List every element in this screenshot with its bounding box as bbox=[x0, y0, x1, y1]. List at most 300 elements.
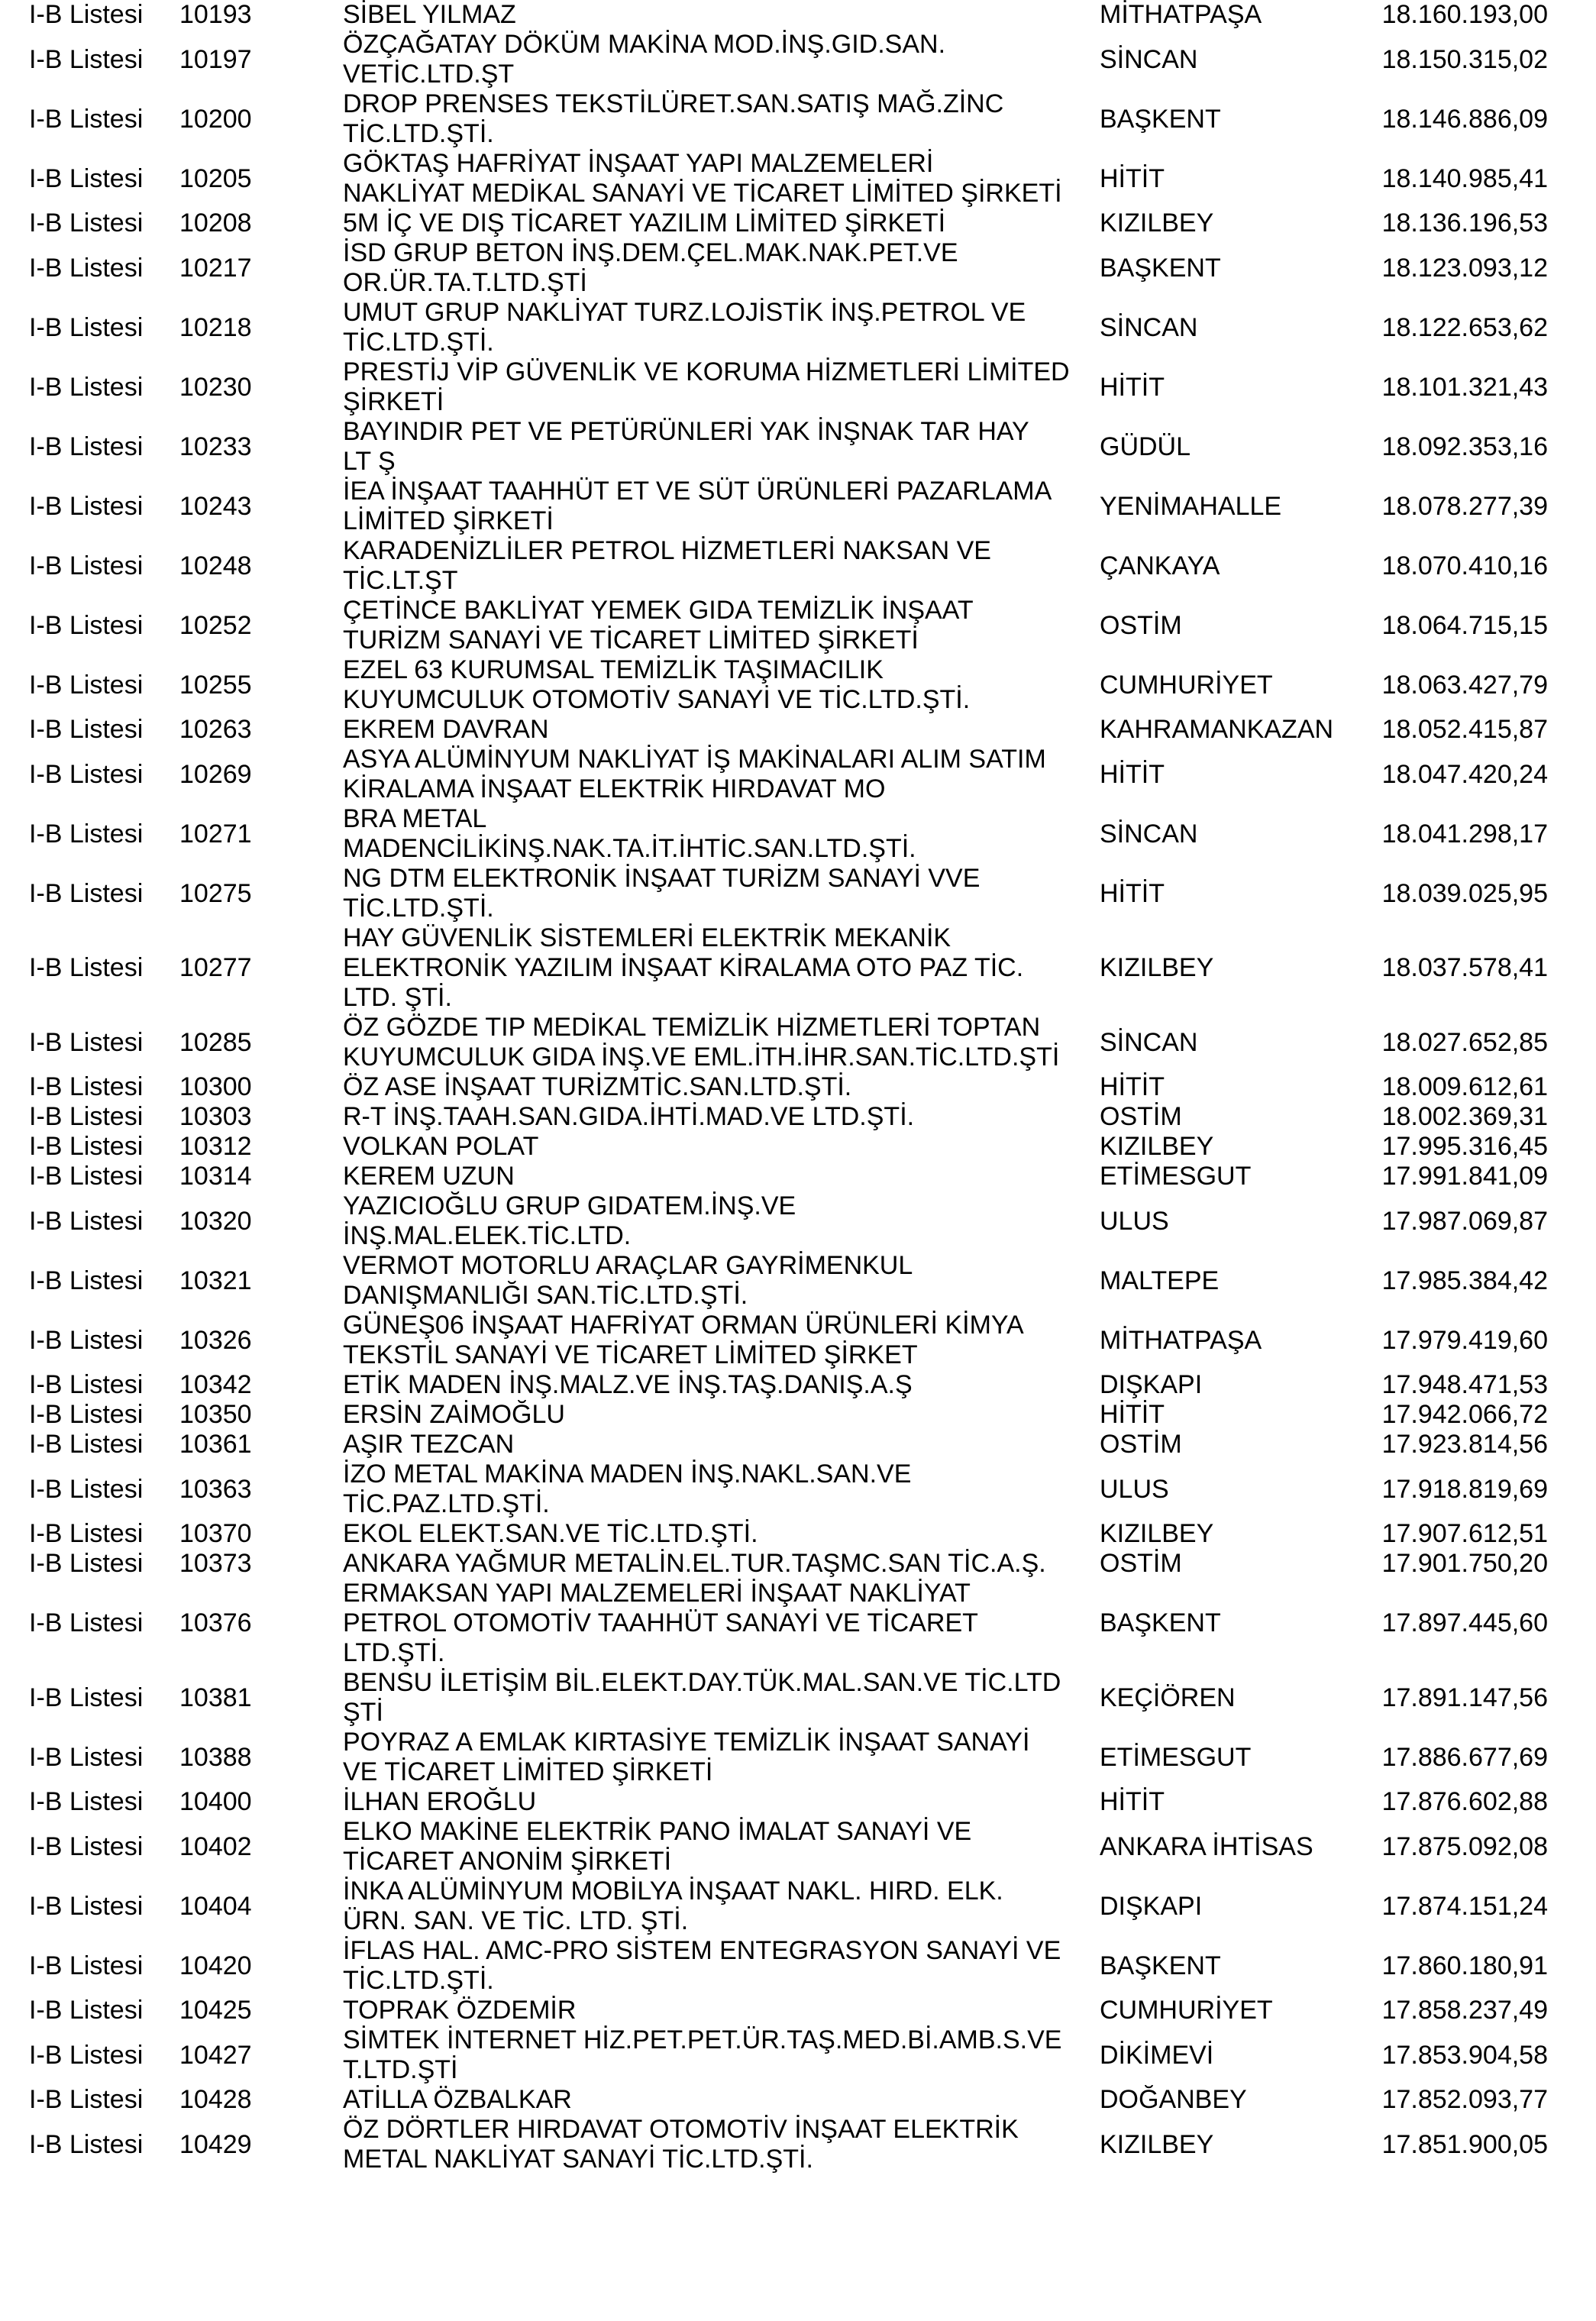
taxpayer-name-line: ERMAKSAN YAPI MALZEMELERİ İNŞAAT NAKLİYAT bbox=[343, 1579, 971, 1608]
record-number-cell: 10425 bbox=[179, 1996, 252, 2025]
taxpayer-name-line: VETİC.LTD.ŞT bbox=[343, 60, 515, 89]
taxpayer-name-line: TURİZM SANAYİ VE TİCARET LİMİTED ŞİRKETİ bbox=[343, 626, 919, 655]
record-number-cell: 10342 bbox=[179, 1370, 252, 1399]
tax-office-cell: MALTEPE bbox=[1100, 1266, 1220, 1295]
taxpayer-name-line: TOPRAK ÖZDEMİR bbox=[343, 1996, 577, 2025]
taxpayer-name-cell bbox=[340, 1191, 1096, 1251]
taxpayer-name-line: NG DTM ELEKTRONİK İNŞAAT TURİZM SANAYİ VVE bbox=[343, 864, 981, 893]
table-row bbox=[0, 596, 1596, 655]
list-type-cell: I-B Listesi bbox=[29, 1891, 144, 1921]
tax-office-cell: KIZILBEY bbox=[1100, 2129, 1214, 2159]
tax-office-cell: KIZILBEY bbox=[1100, 1132, 1214, 1161]
debt-amount-cell: 18.002.369,31 bbox=[1381, 1102, 1548, 1131]
taxpayer-name-line: VE TİCARET LİMİTED ŞİRKETİ bbox=[343, 1757, 713, 1786]
taxpayer-name-cell bbox=[340, 298, 1096, 357]
list-type-cell: I-B Listesi bbox=[29, 0, 144, 29]
list-type-cell: I-B Listesi bbox=[29, 1370, 144, 1399]
taxpayer-name-cell bbox=[340, 1936, 1096, 1996]
record-number-cell: 10285 bbox=[179, 1027, 252, 1057]
list-type-cell: I-B Listesi bbox=[29, 1549, 144, 1578]
debt-amount-cell: 17.979.419,60 bbox=[1381, 1325, 1548, 1355]
taxpayer-name-line: EZEL 63 KURUMSAL TEMİZLİK TAŞIMACILIK bbox=[343, 655, 884, 684]
record-number-cell: 10193 bbox=[179, 0, 252, 29]
tax-office-cell: KEÇİÖREN bbox=[1100, 1683, 1236, 1712]
table-row bbox=[0, 1787, 1596, 1817]
taxpayer-name-cell bbox=[340, 1311, 1096, 1370]
taxpayer-name-line: PRESTİJ VİP GÜVENLİK VE KORUMA HİZMETLERİ LİMİTED bbox=[343, 357, 1070, 386]
taxpayer-name-cell bbox=[340, 1579, 1096, 1668]
tax-office-cell: HİTİT bbox=[1100, 1400, 1165, 1429]
tax-office-cell: DIŞKAPI bbox=[1100, 1891, 1203, 1921]
list-type-cell: I-B Listesi bbox=[29, 432, 144, 461]
tax-office-cell: ETİMESGUT bbox=[1100, 1742, 1252, 1772]
tax-office-cell: HİTİT bbox=[1100, 878, 1165, 908]
taxpayer-name-cell bbox=[340, 1102, 1096, 1132]
tax-office-cell: BAŞKENT bbox=[1100, 1951, 1221, 1980]
table-row bbox=[0, 477, 1596, 536]
tax-office-cell: MİTHATPAŞA bbox=[1100, 0, 1262, 29]
debt-amount-cell: 18.064.715,15 bbox=[1381, 610, 1548, 640]
record-number-cell: 10300 bbox=[179, 1072, 252, 1101]
record-number-cell: 10303 bbox=[179, 1102, 252, 1131]
list-type-cell: I-B Listesi bbox=[29, 1400, 144, 1429]
taxpayer-name-cell bbox=[340, 30, 1096, 89]
record-number-cell: 10363 bbox=[179, 1474, 252, 1504]
debt-amount-cell: 18.027.652,85 bbox=[1381, 1027, 1548, 1057]
debt-amount-cell: 18.136.196,53 bbox=[1381, 209, 1548, 238]
list-type-cell: I-B Listesi bbox=[29, 1951, 144, 1980]
taxpayer-name-cell bbox=[340, 596, 1096, 655]
tax-office-cell: CUMHURİYET bbox=[1100, 1996, 1273, 2025]
taxpayer-name-line: TİC.LTD.ŞTİ. bbox=[343, 1966, 494, 1995]
table-row bbox=[0, 0, 1596, 30]
table-row bbox=[0, 1191, 1596, 1251]
record-number-cell: 10217 bbox=[179, 253, 252, 283]
taxpayer-name-line: TİC.LTD.ŞTİ. bbox=[343, 119, 494, 148]
taxpayer-name-line: GÜNEŞ06 İNŞAAT HAFRİYAT ORMAN ÜRÜNLERİ KİMYA bbox=[343, 1311, 1024, 1340]
table-row bbox=[0, 238, 1596, 298]
taxpayer-name-cell bbox=[340, 1251, 1096, 1311]
taxpayer-name-line: KİRALAMA İNŞAAT ELEKTRİK HIRDAVAT MO bbox=[343, 774, 886, 803]
debt-amount-cell: 18.101.321,43 bbox=[1381, 372, 1548, 402]
taxpayer-name-cell bbox=[340, 2085, 1096, 2115]
taxpayer-name-cell bbox=[340, 1370, 1096, 1400]
list-type-cell: I-B Listesi bbox=[29, 1474, 144, 1504]
table-row bbox=[0, 89, 1596, 149]
list-type-cell: I-B Listesi bbox=[29, 1430, 144, 1459]
taxpayer-name-line: İNKA ALÜMİNYUM MOBİLYA İNŞAAT NAKL. HIRD. ELK. bbox=[343, 1877, 1003, 1906]
debt-amount-cell: 17.852.093,77 bbox=[1381, 2085, 1548, 2114]
taxpayer-name-line: BRA METAL bbox=[343, 804, 487, 833]
record-number-cell: 10314 bbox=[179, 1162, 252, 1191]
table-row bbox=[0, 1430, 1596, 1460]
debt-amount-cell: 18.140.985,41 bbox=[1381, 163, 1548, 193]
taxpayer-name-line: ÜRN. SAN. VE TİC. LTD. ŞTİ. bbox=[343, 1906, 689, 1935]
taxpayer-name-cell bbox=[340, 1013, 1096, 1072]
taxpayer-name-line: KUYUMCULUK OTOMOTİV SANAYİ VE TİC.LTD.ŞTİ. bbox=[343, 685, 971, 714]
list-type-cell: I-B Listesi bbox=[29, 953, 144, 982]
taxpayer-name-line: 5M İÇ VE DIŞ TİCARET YAZILIM LİMİTED ŞİRKETİ bbox=[343, 209, 946, 238]
debt-amount-cell: 17.891.147,56 bbox=[1381, 1683, 1548, 1712]
list-type-cell: I-B Listesi bbox=[29, 1325, 144, 1355]
table-row bbox=[0, 1251, 1596, 1311]
debt-amount-cell: 17.853.904,58 bbox=[1381, 2040, 1548, 2070]
taxpayer-name-line: LTD. ŞTİ. bbox=[343, 983, 452, 1012]
table-row bbox=[0, 417, 1596, 477]
tax-office-cell: CUMHURİYET bbox=[1100, 670, 1273, 700]
table-row bbox=[0, 864, 1596, 923]
table-row bbox=[0, 1162, 1596, 1191]
debt-amount-cell: 18.070.410,16 bbox=[1381, 551, 1548, 580]
taxpayer-name-line: İNŞ.MAL.ELEK.TİC.LTD. bbox=[343, 1221, 632, 1250]
taxpayer-name-cell bbox=[340, 1132, 1096, 1162]
debt-amount-cell: 17.907.612,51 bbox=[1381, 1519, 1548, 1548]
taxpayer-name-line: BAYINDIR PET VE PETÜRÜNLERİ YAK İNŞNAK TAR HAY bbox=[343, 417, 1029, 446]
list-type-cell: I-B Listesi bbox=[29, 610, 144, 640]
taxpayer-name-line: EKREM DAVRAN bbox=[343, 715, 549, 744]
tax-office-cell: MİTHATPAŞA bbox=[1100, 1325, 1262, 1355]
list-type-cell: I-B Listesi bbox=[29, 104, 144, 134]
record-number-cell: 10233 bbox=[179, 432, 252, 461]
taxpayer-name-line: GÖKTAŞ HAFRİYAT İNŞAAT YAPI MALZEMELERİ bbox=[343, 149, 934, 178]
taxpayer-name-line: ETİK MADEN İNŞ.MALZ.VE İNŞ.TAŞ.DANIŞ.A.Ş bbox=[343, 1370, 913, 1399]
debt-amount-cell: 17.851.900,05 bbox=[1381, 2129, 1548, 2159]
taxpayer-name-cell bbox=[340, 2115, 1096, 2174]
table-row bbox=[0, 2115, 1596, 2174]
record-number-cell: 10252 bbox=[179, 610, 252, 640]
tax-office-cell: ULUS bbox=[1100, 1206, 1169, 1236]
debt-amount-cell: 17.874.151,24 bbox=[1381, 1891, 1548, 1921]
tax-office-cell: OSTİM bbox=[1100, 1102, 1182, 1131]
taxpayer-name-line: KARADENİZLİLER PETROL HİZMETLERİ NAKSAN VE bbox=[343, 536, 991, 565]
list-type-cell: I-B Listesi bbox=[29, 1519, 144, 1548]
list-type-cell: I-B Listesi bbox=[29, 372, 144, 402]
taxpayer-name-line: MADENCİLİKİNŞ.NAK.TA.İT.İHTİC.SAN.LTD.ŞTİ. bbox=[343, 834, 916, 863]
record-number-cell: 10350 bbox=[179, 1400, 252, 1429]
taxpayer-name-cell bbox=[340, 89, 1096, 149]
taxpayer-name-cell bbox=[340, 536, 1096, 596]
taxpayer-name-line: LİMİTED ŞİRKETİ bbox=[343, 506, 554, 535]
debt-amount-cell: 17.985.384,42 bbox=[1381, 1266, 1548, 1295]
table-row bbox=[0, 715, 1596, 745]
table-row bbox=[0, 923, 1596, 1013]
debt-amount-cell: 17.948.471,53 bbox=[1381, 1370, 1548, 1399]
taxpayer-name-line: LTD.ŞTİ. bbox=[343, 1638, 445, 1667]
list-type-cell: I-B Listesi bbox=[29, 253, 144, 283]
taxpayer-name-cell bbox=[340, 1400, 1096, 1430]
taxpayer-name-line: ANKARA YAĞMUR METALİN.EL.TUR.TAŞMC.SAN TİC.A.Ş. bbox=[343, 1549, 1046, 1578]
list-type-cell: I-B Listesi bbox=[29, 1072, 144, 1101]
record-number-cell: 10230 bbox=[179, 372, 252, 402]
taxpayer-name-cell bbox=[340, 1460, 1096, 1519]
table-row bbox=[0, 1668, 1596, 1728]
table-row bbox=[0, 1877, 1596, 1936]
tax-office-cell: OSTİM bbox=[1100, 610, 1182, 640]
table-row bbox=[0, 1311, 1596, 1370]
taxpayer-name-line: KEREM UZUN bbox=[343, 1162, 515, 1191]
record-number-cell: 10205 bbox=[179, 163, 252, 193]
taxpayer-name-line: İEA İNŞAAT TAAHHÜT ET VE SÜT ÜRÜNLERİ PAZARLAMA bbox=[343, 477, 1052, 506]
tax-office-cell: HİTİT bbox=[1100, 1787, 1165, 1816]
list-type-cell: I-B Listesi bbox=[29, 1132, 144, 1161]
taxpayer-name-line: ÖZ GÖZDE TIP MEDİKAL TEMİZLİK HİZMETLERİ TOPTAN bbox=[343, 1013, 1041, 1042]
tax-office-cell: OSTİM bbox=[1100, 1549, 1182, 1578]
taxpayer-name-cell bbox=[340, 149, 1096, 209]
record-number-cell: 10373 bbox=[179, 1549, 252, 1578]
table-row bbox=[0, 1817, 1596, 1877]
debt-amount-cell: 18.037.578,41 bbox=[1381, 953, 1548, 982]
tax-office-cell: BAŞKENT bbox=[1100, 1608, 1221, 1637]
table-row bbox=[0, 1579, 1596, 1668]
table-row bbox=[0, 804, 1596, 864]
list-type-cell: I-B Listesi bbox=[29, 1831, 144, 1861]
taxpayer-name-cell bbox=[340, 1519, 1096, 1549]
tax-office-cell: SİNCAN bbox=[1100, 312, 1198, 342]
taxpayer-name-line: ELEKTRONİK YAZILIM İNŞAAT KİRALAMA OTO PAZ TİC. bbox=[343, 953, 1024, 982]
tax-office-cell: KIZILBEY bbox=[1100, 953, 1214, 982]
debt-amount-cell: 17.886.677,69 bbox=[1381, 1742, 1548, 1772]
taxpayer-name-line: ELKO MAKİNE ELEKTRİK PANO İMALAT SANAYİ VE bbox=[343, 1817, 972, 1846]
list-type-cell: I-B Listesi bbox=[29, 2085, 144, 2114]
tax-office-cell: GÜDÜL bbox=[1100, 432, 1191, 461]
tax-office-cell: HİTİT bbox=[1100, 163, 1165, 193]
taxpayer-name-cell bbox=[340, 804, 1096, 864]
record-number-cell: 10248 bbox=[179, 551, 252, 580]
tax-office-cell: SİNCAN bbox=[1100, 1027, 1198, 1057]
table-row bbox=[0, 1400, 1596, 1430]
tax-office-cell: ULUS bbox=[1100, 1474, 1169, 1504]
list-type-cell: I-B Listesi bbox=[29, 759, 144, 789]
taxpayer-name-cell bbox=[340, 1072, 1096, 1102]
table-row bbox=[0, 298, 1596, 357]
record-number-cell: 10255 bbox=[179, 670, 252, 700]
table-row bbox=[0, 1370, 1596, 1400]
tax-office-cell: KIZILBEY bbox=[1100, 1519, 1214, 1548]
taxpayer-name-line: NAKLİYAT MEDİKAL SANAYİ VE TİCARET LİMİTED ŞİRKETİ bbox=[343, 179, 1062, 208]
table-row bbox=[0, 1728, 1596, 1787]
tax-office-cell: KIZILBEY bbox=[1100, 209, 1214, 238]
debt-amount-cell: 18.078.277,39 bbox=[1381, 491, 1548, 521]
taxpayer-name-line: OR.ÜR.TA.T.LTD.ŞTİ bbox=[343, 268, 587, 297]
taxpayer-name-line: KUYUMCULUK GIDA İNŞ.VE EML.İTH.İHR.SAN.TİC.LTD.ŞTİ bbox=[343, 1043, 1060, 1072]
taxpayer-name-line: TİC.LT.ŞT bbox=[343, 566, 458, 595]
table-row bbox=[0, 149, 1596, 209]
debt-amount-cell: 18.063.427,79 bbox=[1381, 670, 1548, 700]
record-number-cell: 10271 bbox=[179, 819, 252, 849]
debt-amount-cell: 17.860.180,91 bbox=[1381, 1951, 1548, 1980]
debt-amount-cell: 17.858.237,49 bbox=[1381, 1996, 1548, 2025]
taxpayer-name-cell bbox=[340, 2025, 1096, 2085]
taxpayer-name-line: LT Ş bbox=[343, 447, 396, 476]
debt-amount-cell: 17.942.066,72 bbox=[1381, 1400, 1548, 1429]
taxpayer-name-cell bbox=[340, 417, 1096, 477]
list-type-cell: I-B Listesi bbox=[29, 1027, 144, 1057]
list-type-cell: I-B Listesi bbox=[29, 1206, 144, 1236]
tax-office-cell: HİTİT bbox=[1100, 1072, 1165, 1101]
taxpayer-name-line: İSD GRUP BETON İNŞ.DEM.ÇEL.MAK.NAK.PET.VE bbox=[343, 238, 958, 267]
list-type-cell: I-B Listesi bbox=[29, 1608, 144, 1637]
taxpayer-name-line: YAZICIOĞLU GRUP GIDATEM.İNŞ.VE bbox=[343, 1191, 796, 1220]
taxpayer-name-line: EKOL ELEKT.SAN.VE TİC.LTD.ŞTİ. bbox=[343, 1519, 758, 1548]
debt-amount-cell: 18.041.298,17 bbox=[1381, 819, 1548, 849]
tax-office-cell: SİNCAN bbox=[1100, 44, 1198, 74]
taxpayer-name-line: TİCARET ANONİM ŞİRKETİ bbox=[343, 1847, 672, 1876]
tax-office-cell: HİTİT bbox=[1100, 759, 1165, 789]
table-row bbox=[0, 745, 1596, 804]
taxpayer-name-line: ŞTİ bbox=[343, 1698, 383, 1727]
debt-amount-cell: 17.923.814,56 bbox=[1381, 1430, 1548, 1459]
taxpayer-name-cell bbox=[340, 745, 1096, 804]
record-number-cell: 10321 bbox=[179, 1266, 252, 1295]
tax-office-cell: DIŞKAPI bbox=[1100, 1370, 1203, 1399]
taxpayer-name-line: DANIŞMANLIĞI SAN.TİC.LTD.ŞTİ. bbox=[343, 1281, 748, 1310]
tax-office-cell: YENİMAHALLE bbox=[1100, 491, 1282, 521]
taxpayer-name-cell bbox=[340, 655, 1096, 715]
taxpayer-name-cell bbox=[340, 1877, 1096, 1936]
taxpayer-name-cell bbox=[340, 923, 1096, 1013]
list-type-cell: I-B Listesi bbox=[29, 1162, 144, 1191]
table-row bbox=[0, 1072, 1596, 1102]
table-row bbox=[0, 536, 1596, 596]
record-number-cell: 10312 bbox=[179, 1132, 252, 1161]
tax-office-cell: OSTİM bbox=[1100, 1430, 1182, 1459]
debt-amount-cell: 17.897.445,60 bbox=[1381, 1608, 1548, 1637]
table-row bbox=[0, 1013, 1596, 1072]
debt-amount-cell: 17.995.316,45 bbox=[1381, 1132, 1548, 1161]
taxpayer-name-line: İZO METAL MAKİNA MADEN İNŞ.NAKL.SAN.VE bbox=[343, 1460, 912, 1489]
taxpayer-name-cell bbox=[340, 1430, 1096, 1460]
taxpayer-name-cell bbox=[340, 1162, 1096, 1191]
taxpayer-name-line: İLHAN EROĞLU bbox=[343, 1787, 537, 1816]
debt-amount-cell: 18.047.420,24 bbox=[1381, 759, 1548, 789]
taxpayer-name-line: ÖZ DÖRTLER HIRDAVAT OTOMOTİV İNŞAAT ELEKTRİK bbox=[343, 2115, 1019, 2144]
debt-amount-cell: 18.160.193,00 bbox=[1381, 0, 1548, 29]
table-row bbox=[0, 1936, 1596, 1996]
taxpayer-name-cell bbox=[340, 477, 1096, 536]
debt-amount-cell: 18.009.612,61 bbox=[1381, 1072, 1548, 1101]
taxpayer-name-line: TİC.PAZ.LTD.ŞTİ. bbox=[343, 1489, 550, 1518]
taxpayer-name-line: SİBEL YILMAZ bbox=[343, 0, 516, 29]
list-type-cell: I-B Listesi bbox=[29, 1266, 144, 1295]
tax-office-cell: ÇANKAYA bbox=[1100, 551, 1220, 580]
record-number-cell: 10275 bbox=[179, 878, 252, 908]
taxpayer-name-line: T.LTD.ŞTİ bbox=[343, 2055, 458, 2084]
tax-office-cell: HİTİT bbox=[1100, 372, 1165, 402]
record-number-cell: 10376 bbox=[179, 1608, 252, 1637]
taxpayer-name-cell bbox=[340, 1996, 1096, 2025]
tax-office-cell: BAŞKENT bbox=[1100, 253, 1221, 283]
record-number-cell: 10427 bbox=[179, 2040, 252, 2070]
list-type-cell: I-B Listesi bbox=[29, 1742, 144, 1772]
taxpayer-name-line: TEKSTİL SANAYİ VE TİCARET LİMİTED ŞİRKET bbox=[343, 1340, 918, 1369]
taxpayer-name-line: ASYA ALÜMİNYUM NAKLİYAT İŞ MAKİNALARI ALIM SATIM bbox=[343, 745, 1046, 774]
taxpayer-name-cell bbox=[340, 1817, 1096, 1877]
list-type-cell: I-B Listesi bbox=[29, 551, 144, 580]
taxpayer-name-cell bbox=[340, 1549, 1096, 1579]
debt-amount-cell: 18.123.093,12 bbox=[1381, 253, 1548, 283]
list-type-cell: I-B Listesi bbox=[29, 209, 144, 238]
record-number-cell: 10370 bbox=[179, 1519, 252, 1548]
debt-amount-cell: 18.039.025,95 bbox=[1381, 878, 1548, 908]
taxpayer-name-cell bbox=[340, 0, 1096, 30]
taxpayer-name-line: ÖZ ASE İNŞAAT TURİZMTİC.SAN.LTD.ŞTİ. bbox=[343, 1072, 852, 1101]
taxpayer-name-cell bbox=[340, 1668, 1096, 1728]
list-type-cell: I-B Listesi bbox=[29, 44, 144, 74]
taxpayer-name-cell bbox=[340, 1787, 1096, 1817]
record-number-cell: 10402 bbox=[179, 1831, 252, 1861]
table-row bbox=[0, 1132, 1596, 1162]
debt-amount-cell: 18.150.315,02 bbox=[1381, 44, 1548, 74]
taxpayer-name-cell bbox=[340, 209, 1096, 238]
list-type-cell: I-B Listesi bbox=[29, 163, 144, 193]
taxpayer-name-line: POYRAZ A EMLAK KIRTASİYE TEMİZLİK İNŞAAT SANAYİ bbox=[343, 1728, 1030, 1757]
tax-office-cell: ETİMESGUT bbox=[1100, 1162, 1252, 1191]
record-number-cell: 10208 bbox=[179, 209, 252, 238]
record-number-cell: 10320 bbox=[179, 1206, 252, 1236]
record-number-cell: 10243 bbox=[179, 491, 252, 521]
taxpayer-name-line: TİC.LTD.ŞTİ. bbox=[343, 894, 494, 923]
taxpayer-name-line: ŞİRKETİ bbox=[343, 387, 444, 416]
record-number-cell: 10428 bbox=[179, 2085, 252, 2114]
table-row bbox=[0, 30, 1596, 89]
debt-amount-cell: 17.991.841,09 bbox=[1381, 1162, 1548, 1191]
list-type-cell: I-B Listesi bbox=[29, 1996, 144, 2025]
taxpayer-name-cell bbox=[340, 1728, 1096, 1787]
taxpayer-name-line: SİMTEK İNTERNET HİZ.PET.PET.ÜR.TAŞ.MED.Bİ.AMB.S.VE bbox=[343, 2025, 1062, 2054]
table-row bbox=[0, 2085, 1596, 2115]
taxpayer-name-line: UMUT GRUP NAKLİYAT TURZ.LOJİSTİK İNŞ.PETROL VE bbox=[343, 298, 1026, 327]
debt-amount-cell: 17.875.092,08 bbox=[1381, 1831, 1548, 1861]
list-type-cell: I-B Listesi bbox=[29, 1683, 144, 1712]
table-row bbox=[0, 1102, 1596, 1132]
debt-amount-cell: 18.092.353,16 bbox=[1381, 432, 1548, 461]
record-number-cell: 10400 bbox=[179, 1787, 252, 1816]
record-number-cell: 10197 bbox=[179, 44, 252, 74]
taxpayer-name-line: ATİLLA ÖZBALKAR bbox=[343, 2085, 572, 2114]
table-row bbox=[0, 1460, 1596, 1519]
tax-office-cell: ANKARA İHTİSAS bbox=[1100, 1831, 1313, 1861]
list-type-cell: I-B Listesi bbox=[29, 312, 144, 342]
debt-amount-cell: 17.987.069,87 bbox=[1381, 1206, 1548, 1236]
tax-office-cell: DOĞANBEY bbox=[1100, 2085, 1247, 2114]
list-type-cell: I-B Listesi bbox=[29, 2040, 144, 2070]
debt-amount-cell: 18.146.886,09 bbox=[1381, 104, 1548, 134]
record-number-cell: 10361 bbox=[179, 1430, 252, 1459]
table-row bbox=[0, 1519, 1596, 1549]
taxpayer-name-cell bbox=[340, 238, 1096, 298]
record-number-cell: 10420 bbox=[179, 1951, 252, 1980]
taxpayer-name-cell bbox=[340, 715, 1096, 745]
taxpayer-name-line: ERSİN ZAİMOĞLU bbox=[343, 1400, 565, 1429]
table-row bbox=[0, 1549, 1596, 1579]
list-type-cell: I-B Listesi bbox=[29, 878, 144, 908]
taxpayer-name-line: İFLAS HAL. AMC-PRO SİSTEM ENTEGRASYON SANAYİ VE bbox=[343, 1936, 1061, 1965]
debt-amount-cell: 17.876.602,88 bbox=[1381, 1787, 1548, 1816]
list-type-cell: I-B Listesi bbox=[29, 1787, 144, 1816]
table-row bbox=[0, 2025, 1596, 2085]
tax-office-cell: BAŞKENT bbox=[1100, 104, 1221, 134]
record-number-cell: 10277 bbox=[179, 953, 252, 982]
taxpayer-name-line: TİC.LTD.ŞTİ. bbox=[343, 328, 494, 357]
tax-office-cell: SİNCAN bbox=[1100, 819, 1198, 849]
taxpayer-name-line: HAY GÜVENLİK SİSTEMLERİ ELEKTRİK MEKANİK bbox=[343, 923, 951, 952]
tax-office-cell: KAHRAMANKAZAN bbox=[1100, 715, 1334, 744]
taxpayer-name-line: VERMOT MOTORLU ARAÇLAR GAYRİMENKUL bbox=[343, 1251, 913, 1280]
table-row bbox=[0, 1996, 1596, 2025]
list-type-cell: I-B Listesi bbox=[29, 491, 144, 521]
table-row bbox=[0, 357, 1596, 417]
record-number-cell: 10404 bbox=[179, 1891, 252, 1921]
